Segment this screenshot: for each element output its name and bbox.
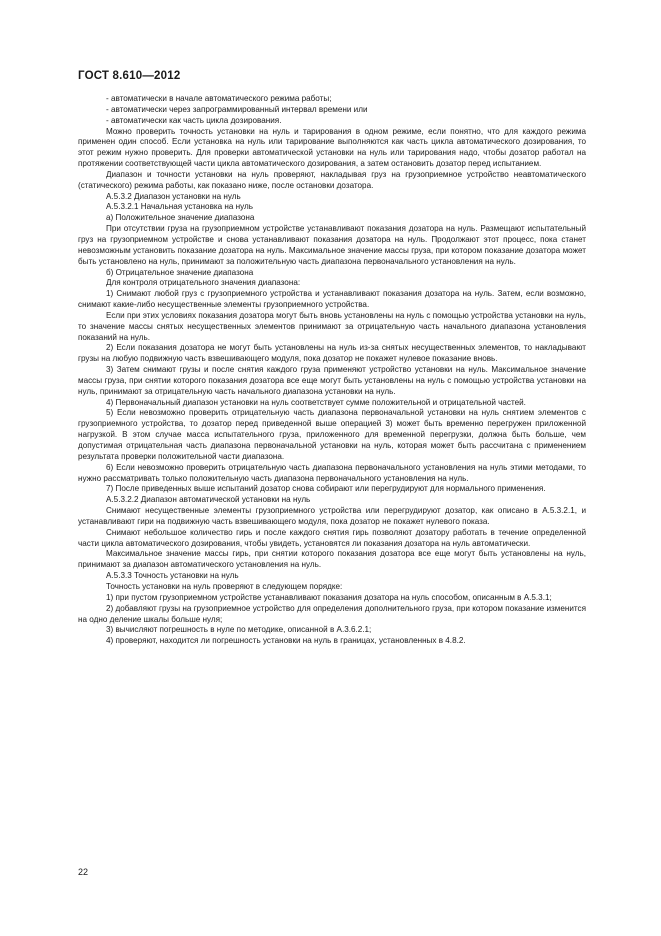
document-body (78, 94, 586, 647)
paragraph: При отсутствии груза на грузоприемном устройстве устанавливают показания дозатора на нуль. Размещают испытательный груз на грузоприемном устройстве и снова устанавливают показания дозатора на нуль. Продолжают этот процесс, пока станет невозможным установить показание дозатора на нуль. Максимальное значение массы груза, при котором показание дозатора может быть установлено на нуль, принимают за положительную часть диапазона первоначального установления на нуль. (78, 224, 586, 266)
paragraph: Снимают несущественные элементы грузоприемного устройства или перегрудируют дозатор, как описано в А.5.3.2.1, и устанавливают гири на подвижную часть взвешивающего модуля, пока дозатор не покажет нулевого показа. (78, 506, 586, 526)
list-item: 4) Первоначальный диапазон установки на нуль соответствует сумме положительной и отрицательной частей. (106, 397, 526, 407)
bullet-item: - автоматически как часть цикла дозирования. (106, 115, 282, 125)
bullet-item: - автоматически через запрограммированный интервал времени или (106, 104, 368, 114)
list-item: 6) Если невозможно проверить отрицательную часть диапазона первоначального установления на нуль этими методами, то нужно рассматривать только положительную часть диапазона первоначального установления на нуль. (78, 462, 586, 483)
page-number: 22 (78, 867, 89, 877)
paragraph: Для контроля отрицательного значения диапазона: (106, 278, 301, 288)
subsection-heading: б) Отрицательное значение диапазона (106, 267, 254, 277)
section-heading: А.5.3.2 Диапазон установки на нуль (106, 191, 241, 201)
paragraph: Можно проверить точность установки на нуль и тарирования в одном режиме, если понятно, что для каждого режима применен один способ. Если установка на нуль или тарирование выполняются как часть цикла автоматического дозирования, то этот режим нужно проверить. Для проверки автоматической установки на нуль или тарирования надо, чтобы дозатор работал на протяжении соответствующей части цикла автоматического дозирования, а затем остановить дозатор перед испытанием. (78, 126, 586, 169)
document-header: ГОСТ 8.610—2012 (78, 70, 181, 82)
paragraph: Диапазон и точности установки на нуль проверяют, накладывая груз на грузоприемное устройство неавтоматического (статического) режима работы, как показано ниже, после остановки дозатора. (78, 169, 586, 190)
list-item: 5) Если невозможно проверить отрицательную часть диапазона первоначальной установки на нуль снятием элементов с грузоприемного устройства, то дозатор перед приведенной выше операцией 3) может быть временно перегружен приложенной нагрузкой. В этом случае масса испытательного груза, приложенного для временной перегрузки, должна быть больше, чем допустимая отрицательная часть диапазона первоначальной установки на нуль, которая может быть рассчитана с применением результата проверки положительной части диапазона. (78, 408, 586, 461)
list-item: 2) добавляют грузы на грузоприемное устройство для определения дополнительного груза, при котором показание изменится на одно деление шкалы больше нуля; (78, 603, 586, 624)
subsection-heading: а) Положительное значение диапазона (106, 213, 255, 223)
section-heading: А.5.3.2.1 Начальная установка на нуль (106, 202, 253, 212)
paragraph: Если при этих условиях показания дозатора могут быть вновь установлены на нуль с помощью устройства установки на нуль, то значение массы снятых несущественных элементов принимают за отрицательную часть начального диапазона установления показаний на нуль. (78, 310, 586, 342)
bullet-item: - автоматически в начале автоматического режима работы; (106, 94, 332, 103)
section-heading: А.5.3.2.2 Диапазон автоматической установки на нуль (106, 495, 311, 505)
paragraph: Максимальное значение массы гирь, при снятии которого показания дозатора все еще могут быть установлены на нуль, принимают за диапазон автоматического установления на нуль. (78, 549, 586, 570)
list-item: 2) Если показания дозатора не могут быть установлены на нуль из-за снятых несущественных элементов, то накладывают грузы на любую подвижную часть взвешивающего модуля, пока дозатор не покажет нулевое показание вновь. (78, 343, 586, 364)
list-item: 4) проверяют, находится ли погрешность установки на нуль в границах, установленных в 4.8.2. (106, 636, 466, 646)
list-item: 3) вычисляют погрешность в нуле по методике, описанной в А.3.6.2.1; (106, 625, 372, 635)
section-heading: А.5.3.3 Точность установки на нуль (106, 571, 239, 581)
list-item: 3) Затем снимают грузы и после снятия каждого груза применяют устройство установки на нуль. Максимальное значение массы груза, при снятии которого показания дозатора все еще могут быть установлены на нуль с помощью устройства установки на нуль, принимают за отрицательную часть начального диапазона установки на нуль. (78, 365, 586, 396)
list-item: 1) при пустом грузоприемном устройстве устанавливают показания дозатора на нуль способом, описанным в А.5.3.1; (106, 592, 552, 602)
paragraph: Точность установки на нуль проверяют в следующем порядке: (106, 581, 343, 591)
paragraph: Снимают небольшое количество гирь и после каждого снятия гирь позволяют дозатору работать в течение определенной части цикла автоматического дозирования, чтобы увидеть, установятся ли показания дозатора на нуль автоматически. (78, 527, 586, 548)
list-item: 7) После приведенных выше испытаний дозатор снова собирают или перегрудируют для нормального применения. (106, 484, 546, 494)
list-item: 1) Снимают любой груз с грузоприемного устройства и устанавливают показания дозатора на нуль. Затем, если возможно, снимают какие-либо несущественные элементы грузоприемного устройства. (78, 289, 586, 310)
